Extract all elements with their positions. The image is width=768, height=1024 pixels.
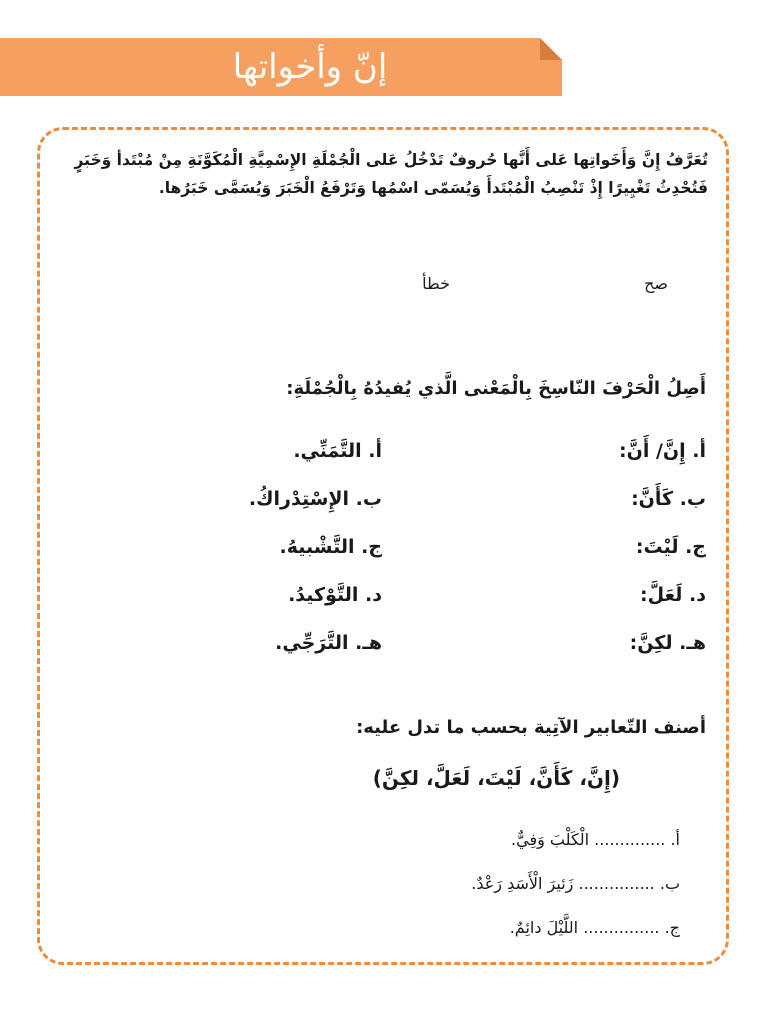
meaning-item: ب. الإِسْتِدْراكُ. [248, 488, 382, 510]
meaning-item: د. التَّوْكيدُ. [288, 584, 382, 606]
meaning-item: هـ. التَّرَجِّي. [275, 632, 382, 654]
classify-word-bank: (إِنَّ، كَأَنَّ، لَيْتَ، لَعَلَّ، لكِنَّ) [372, 766, 620, 790]
classify-instruction: أصنف التّعابير الآتِية بحسب ما تدل عليه: [356, 717, 706, 738]
banner-fold [540, 38, 562, 60]
intro-line-2: فَتُحْدِثُ تَغْيِيرًا إِذْ تَنْصِبُ الْمُبْتَدأَ وَيُسَمّى اسْمُها وَتَرْفَعُ الْخَبَرَ وَيُسَمَّى خَبَرُها. [158, 179, 708, 197]
letter-item: أ. إِنَّ/ أَنَّ: [619, 440, 706, 462]
letter-item: هـ. لكِنَّ: [629, 632, 706, 654]
letter-item: د. لَعَلَّ: [640, 584, 706, 606]
exercise-item: ب. ............... زَئيرَ الْأَسَدِ رَعْدٌ. [471, 874, 680, 893]
exercise-item: ج. ............... اللَّيْلَ دائِمٌ. [509, 918, 680, 937]
matching-instruction: أَصِلُ الْحَرْفَ النّاسِخَ بِالْمَعْنى الَّذي يُفيدُهُ بِالْجُمْلَةِ: [286, 378, 706, 399]
intro-paragraph [58, 146, 708, 202]
false-label: خطأ [422, 274, 450, 293]
intro-line-1: تُعَرَّفُ إِنَّ وَأَخَواتِها عَلى أَنَّها حُروفٌ تَدْخُلُ عَلى الْجُمْلَةِ الإِسْمِيَّةِ الْمُكَوَّنَةِ مِنْ مُبْتَدأ وَخَبَرٍ [74, 151, 708, 169]
true-label: صح [644, 274, 668, 293]
letter-item: ب. كَأَنَّ: [631, 488, 706, 510]
letter-item: ج. لَيْتَ: [635, 536, 706, 558]
exercise-item: أ. .............. الْكَلْبَ وَفِيٌّ. [511, 830, 680, 849]
meaning-item: أ. التَّمَنِّي. [293, 440, 382, 462]
page-title: إنّ وأخواتها [232, 47, 388, 87]
meaning-item: ج. التَّشْبيهُ. [279, 536, 382, 558]
